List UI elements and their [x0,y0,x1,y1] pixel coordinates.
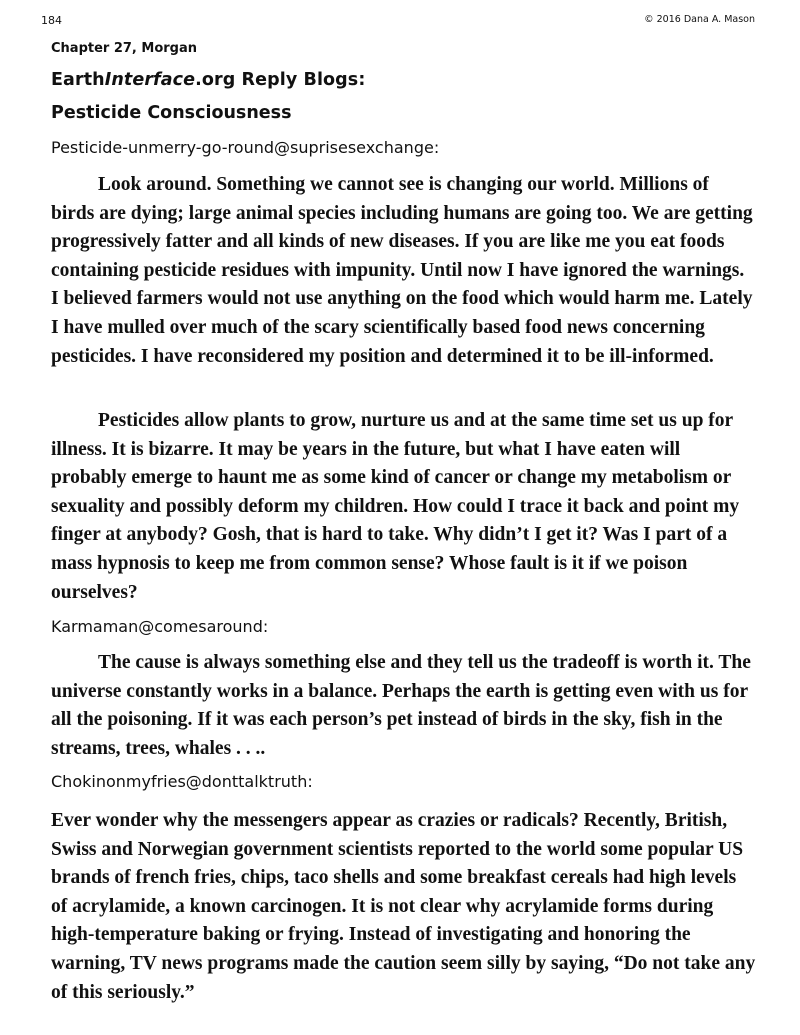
post-handle-karmaman: Karmaman@comesaround: [51,617,269,636]
blog-title-part-rest: .org Reply Blogs: [195,70,366,90]
chapter-heading: Chapter 27, Morgan [51,41,198,56]
post-paragraph: Pesticides allow plants to grow, nurture us and at the same time set us up for illness. It is bizarre. It may be years in the future, but what I have eaten will probably emerge to haunt me as some kind of cancer or change my metabolism or sexuality and possibly deform my children. How could I trace it back and point my finger at anybody? Gosh, that is hard to take. Why didn’t I get it? Was I part of a mass hypnosis to keep me from common sense? Whose fault is it if we poison ourselves? [51,410,740,603]
page-number: 184 [41,14,62,27]
blog-title [51,70,365,90]
post-handle-pesticide: Pesticide-unmerry-go-round@suprisesexchange: [51,138,440,157]
post-paragraph: The cause is always something else and they tell us the tradeoff is worth it. The universe constantly works in a balance. Perhaps the earth is getting even with us for all the poisoning. If it was each person’s pet instead of birds in the sky, fish in the streams, trees, whales . . .. [51,652,751,759]
post-handle-chokinonmyfries: Chokinonmyfries@donttalktruth: [51,772,313,791]
blog-title-part-earth: Earth [51,70,105,90]
blog-subtitle: Pesticide Consciousness [51,103,292,123]
blog-title-part-interface: Interface [104,70,196,90]
post-paragraph: Look around. Something we cannot see is changing our world. Millions of birds are dying; large animal species including humans are going too. We are getting progressively fatter and all kinds of new diseases. If you are like me you eat foods containing pesticide residues with impunity. Until now I have ignored the warnings. I believed farmers would not use anything on the food which would harm me. Lately I have mulled over much of the scary scientifically based food news concerning pesticides. I have reconsidered my position and determined it to be ill-informed. [51,174,753,367]
copyright-notice: © 2016 Dana A. Mason [644,14,755,25]
post-paragraph: Ever wonder why the messengers appear as crazies or radicals? Recently, British, Swiss and Norwegian government scientists reported to the world some popular US brands of french fries, chips, taco shells and some breakfast cereals had high levels of acrylamide, a known carcinogen. It is not clear why acrylamide forms during high-temperature baking or frying. Instead of investigating and honoring the warning, TV news programs made the caution seem silly by saying, “Do not take any of this seriously.” [51,810,756,1003]
